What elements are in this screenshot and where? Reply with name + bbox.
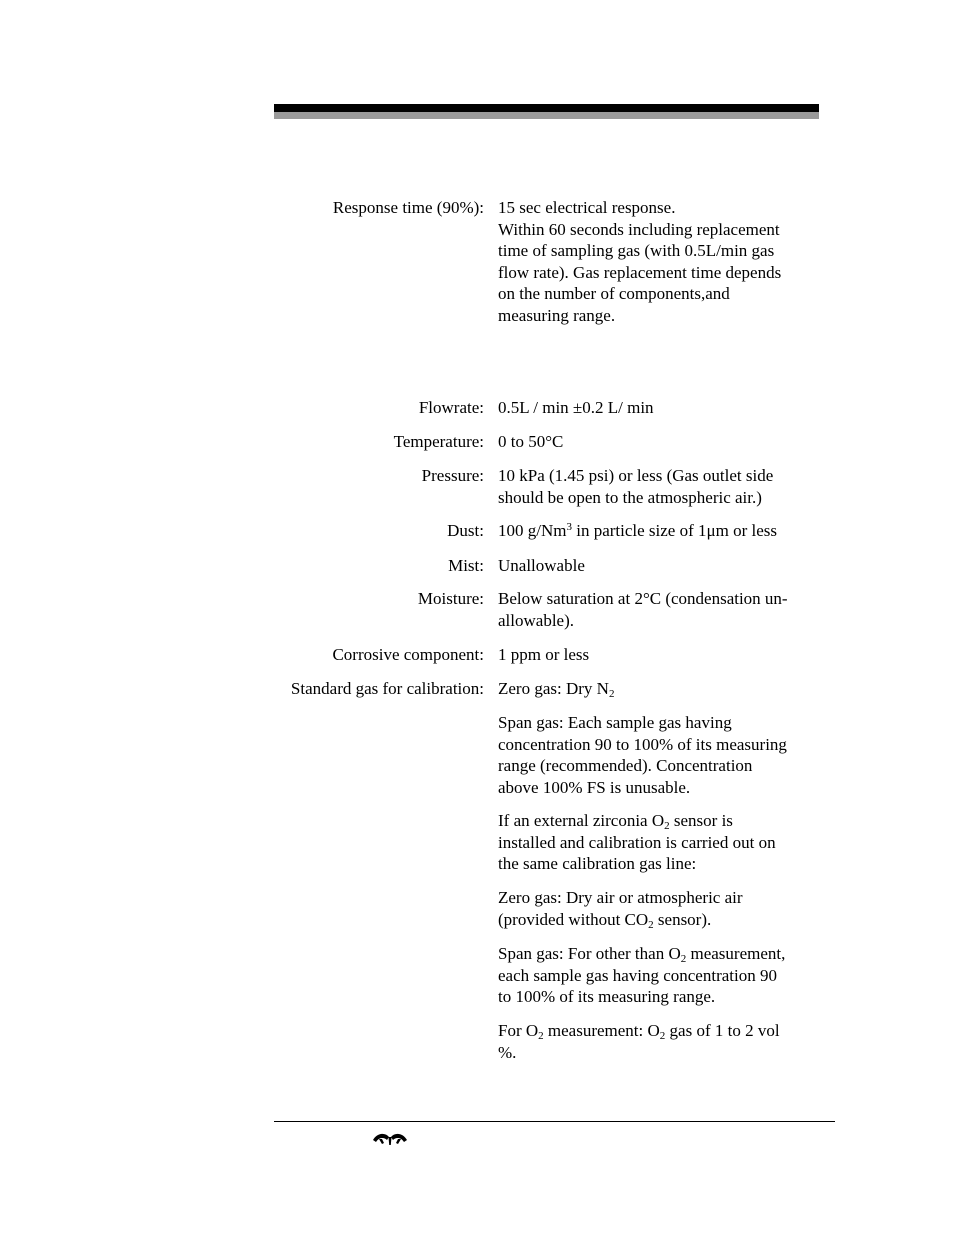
value-line: Unallowable — [498, 556, 585, 575]
spec-label: Mist: — [448, 556, 484, 575]
value-text: (provided without CO — [498, 909, 649, 929]
value-line: to 100% of its measuring range. — [498, 987, 716, 1007]
spec-label: Flowrate: — [418, 398, 484, 417]
spec-label: Response time (90%): — [332, 198, 484, 217]
value-line — [498, 1020, 823, 1042]
spec-label: Pressure: — [421, 466, 484, 485]
spec-label: Temperature: — [393, 432, 484, 451]
value-line: 1 ppm or less — [498, 645, 590, 664]
value-line: each sample gas having concentration 90 — [498, 965, 777, 985]
value-line: the same calibration gas line: — [498, 854, 697, 874]
value-line: Span gas: Each sample gas having — [498, 713, 732, 732]
subscript: 2 — [680, 953, 687, 965]
value-line — [498, 520, 823, 542]
spec-value — [498, 1020, 823, 1063]
value-line: 0.5L / min ±0.2 L/ min — [498, 398, 654, 417]
value-line: 0 to 50°C — [498, 432, 564, 451]
value-line: range (recommended). Concentration — [498, 756, 753, 776]
spec-label: Moisture: — [417, 589, 484, 608]
value-text: If an external zirconia O — [498, 811, 665, 830]
value-line: allowable). — [498, 610, 574, 630]
subscript: 2 — [659, 1030, 666, 1042]
spec-value — [498, 644, 823, 666]
subscript: 2 — [664, 820, 670, 832]
value-line — [498, 678, 823, 700]
spec-label: Dust: — [447, 521, 484, 540]
spec-value — [498, 397, 823, 419]
spec-value — [498, 943, 823, 1008]
value-text: sensor). — [653, 909, 712, 929]
value-text: Span gas: For other than O — [498, 944, 681, 963]
subscript: 2 — [608, 688, 615, 700]
spec-value — [498, 465, 823, 508]
value-line: time of sampling gas (with 0.5L/min gas — [498, 241, 775, 261]
spec-value — [498, 588, 823, 631]
spec-value — [498, 678, 823, 700]
value-line: on the number of components,and — [498, 284, 730, 304]
value-line: 15 sec electrical response. — [498, 198, 676, 217]
value-text: sensor is — [669, 811, 733, 830]
footer-rule — [274, 1121, 835, 1122]
subscript: 2 — [538, 1030, 544, 1042]
value-line — [498, 909, 823, 931]
value-line — [498, 943, 823, 965]
spec-value — [498, 887, 823, 930]
value-line: Below saturation at 2°C (condensation un- — [498, 589, 788, 608]
spec-value — [498, 712, 823, 798]
value-line: Zero gas: Dry air or atmospheric air — [498, 888, 743, 907]
subscript: 2 — [648, 918, 654, 931]
header-rule-gray — [274, 112, 819, 119]
spec-value — [498, 555, 823, 577]
value-text: measurement, — [686, 944, 786, 963]
header-rule-black — [274, 104, 819, 112]
value-line: flow rate). Gas replacement time depends — [498, 262, 782, 282]
value-text: gas of 1 to 2 vol — [665, 1021, 780, 1040]
spec-value — [498, 520, 823, 542]
value-line: %. — [498, 1042, 517, 1062]
value-line: 10 kPa (1.45 psi) or less (Gas outlet side — [498, 466, 774, 485]
spec-label: Corrosive component: — [332, 645, 484, 664]
spec-value — [498, 810, 823, 875]
value-text: For O — [498, 1021, 539, 1040]
value-text: measurement: O — [543, 1021, 660, 1040]
value-text: Zero gas: Dry N — [498, 679, 609, 698]
spec-value — [498, 431, 823, 453]
value-line: Within 60 seconds including replacement — [498, 219, 780, 239]
value-line: above 100% FS is unusable. — [498, 777, 691, 797]
spec-value — [498, 197, 823, 327]
value-line: concentration 90 to 100% of its measuring — [498, 734, 787, 754]
value-text: in particle size of 1μm or less — [571, 521, 778, 540]
spec-label: Standard gas for calibration: — [290, 679, 484, 698]
value-line: measuring range. — [498, 305, 616, 325]
value-line: installed and calibration is carried out on — [498, 832, 776, 852]
value-line — [498, 810, 823, 832]
superscript: 3 — [566, 521, 572, 533]
value-line: should be open to the atmospheric air.) — [498, 487, 762, 507]
value-text: 100 g/Nm — [498, 521, 567, 540]
teledyne-logo-icon — [372, 1131, 408, 1145]
